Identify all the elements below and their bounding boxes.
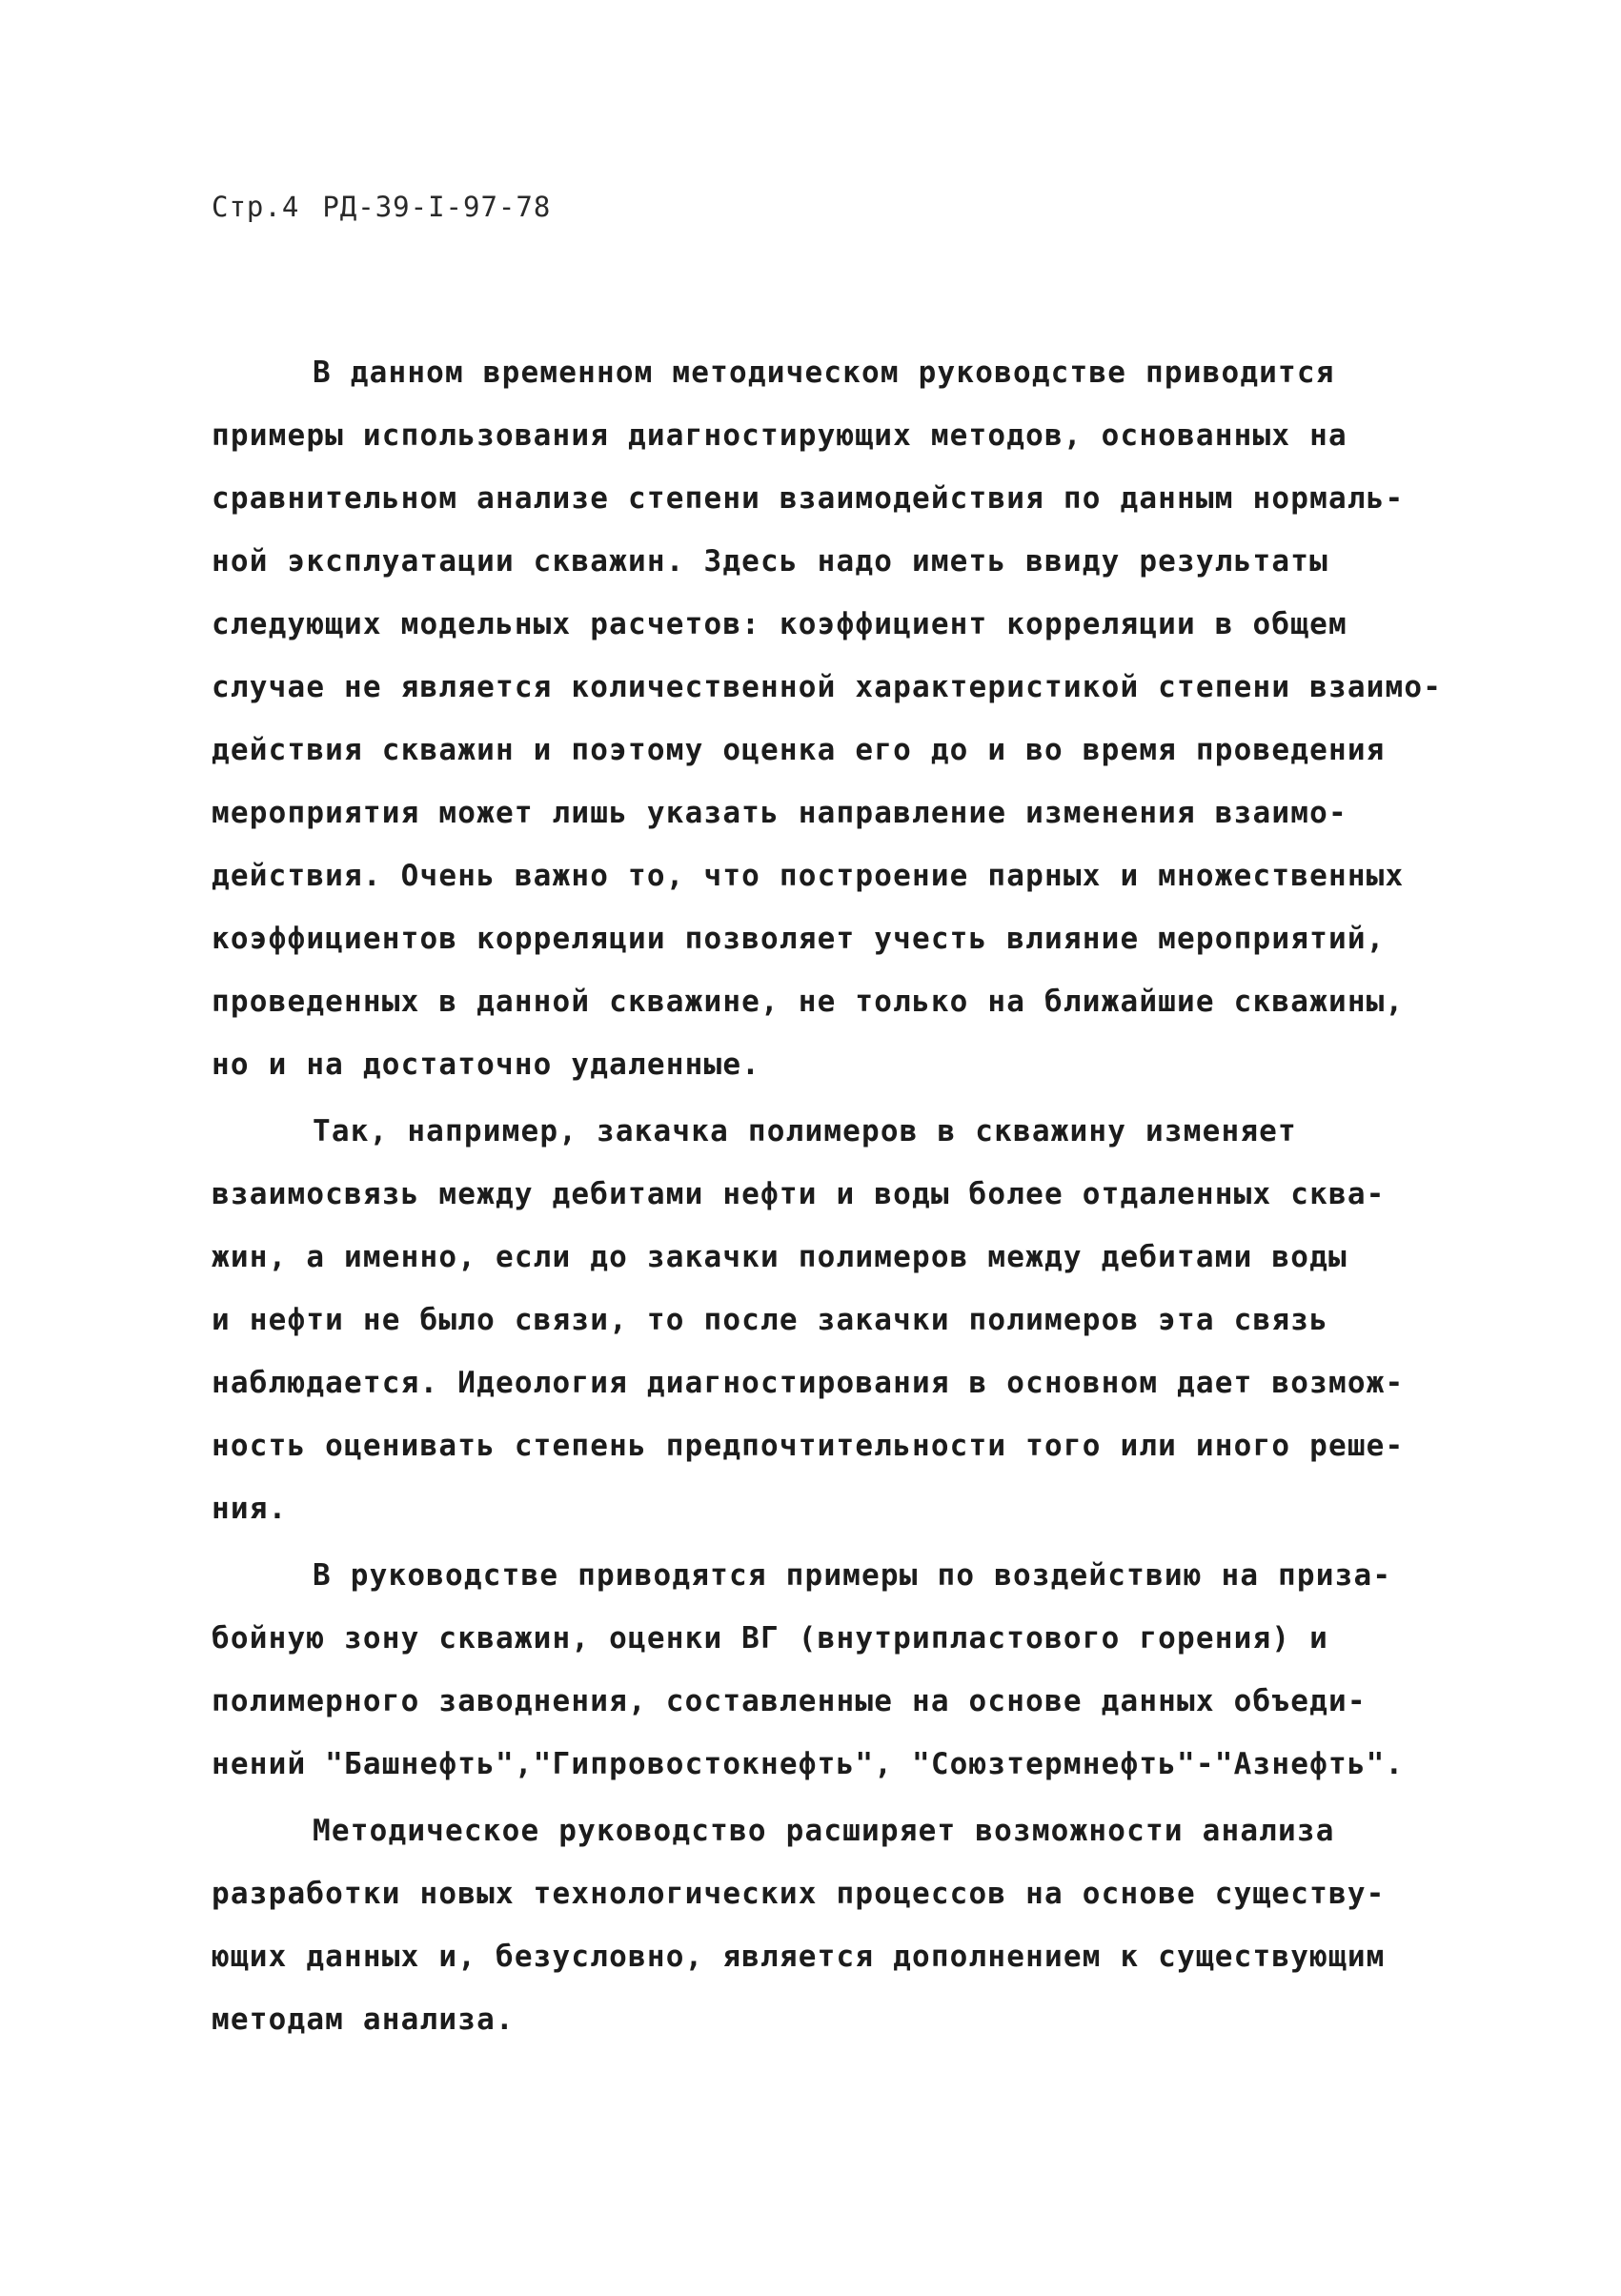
document-body xyxy=(212,341,1450,2051)
text-line: следующих модельных расчетов: коэффициент корреляции в общем xyxy=(212,607,1347,641)
text-line: ющих данных и, безусловно, является дополнением к существующим xyxy=(212,1940,1386,1974)
paragraph-conclusion xyxy=(212,1799,1450,2051)
text-line: взаимосвязь между дебитами нефти и воды более отдаленных сква- xyxy=(212,1177,1386,1211)
text-line: мероприятия может лишь указать направление изменения взаимо- xyxy=(212,796,1347,830)
paragraph-sources xyxy=(212,1544,1450,1796)
text-line: разработки новых технологических процессов на основе существу- xyxy=(212,1877,1386,1911)
text-line: жин, а именно, если до закачки полимеров между дебитами воды xyxy=(212,1240,1347,1274)
text-line: и нефти не было связи, то после закачки полимеров эта связь xyxy=(212,1303,1328,1337)
text-line: ность оценивать степень предпочтительности того или иного реше- xyxy=(212,1429,1405,1463)
text-line: методам анализа. xyxy=(212,2002,515,2037)
text-line: ной эксплуатации скважин. Здесь надо иметь ввиду результаты xyxy=(212,544,1328,579)
text-line: наблюдается. Идеология диагностирования в основном дает возмож- xyxy=(212,1366,1405,1400)
text-line: В данном временном методическом руководстве приводится xyxy=(313,356,1335,390)
text-line: но и на достаточно удаленные. xyxy=(212,1047,761,1082)
text-line: ния. xyxy=(212,1492,288,1526)
text-line: Так, например, закачка полимеров в скважину изменяет xyxy=(313,1114,1297,1148)
text-line: проведенных в данной скважине, не только на ближайшие скважины, xyxy=(212,985,1405,1019)
text-line: действия. Очень важно то, что построение парных и множественных xyxy=(212,859,1405,893)
text-line: полимерного заводнения, составленные на основе данных объеди- xyxy=(212,1684,1367,1718)
text-line: коэффициентов корреляции позволяет учесть влияние мероприятий, xyxy=(212,922,1386,956)
text-line: Методическое руководство расширяет возможности анализа xyxy=(313,1814,1335,1848)
text-line: действия скважин и поэтому оценка его до и во время проведения xyxy=(212,733,1386,767)
text-line: сравнительном анализе степени взаимодействия по данным нормаль- xyxy=(212,481,1405,516)
page-number: Стр.4 xyxy=(212,191,300,223)
text-line: случае не является количественной характеристикой степени взаимо- xyxy=(212,670,1443,704)
paragraph-intro xyxy=(212,341,1450,1096)
paragraph-example xyxy=(212,1100,1450,1540)
text-line: нений "Башнефть","Гипровостокнефть", "Союзтермнефть"-"Азнефть". xyxy=(212,1747,1405,1781)
text-line: бойную зону скважин, оценки ВГ (внутрипластового горения) и xyxy=(212,1621,1328,1656)
text-line: примеры использования диагностирующих методов, основанных на xyxy=(212,418,1347,453)
text-line: В руководстве приводятся примеры по воздействию на приза- xyxy=(313,1558,1392,1593)
page-header xyxy=(212,191,551,223)
document-code: РД-39-I-97-78 xyxy=(322,191,552,223)
